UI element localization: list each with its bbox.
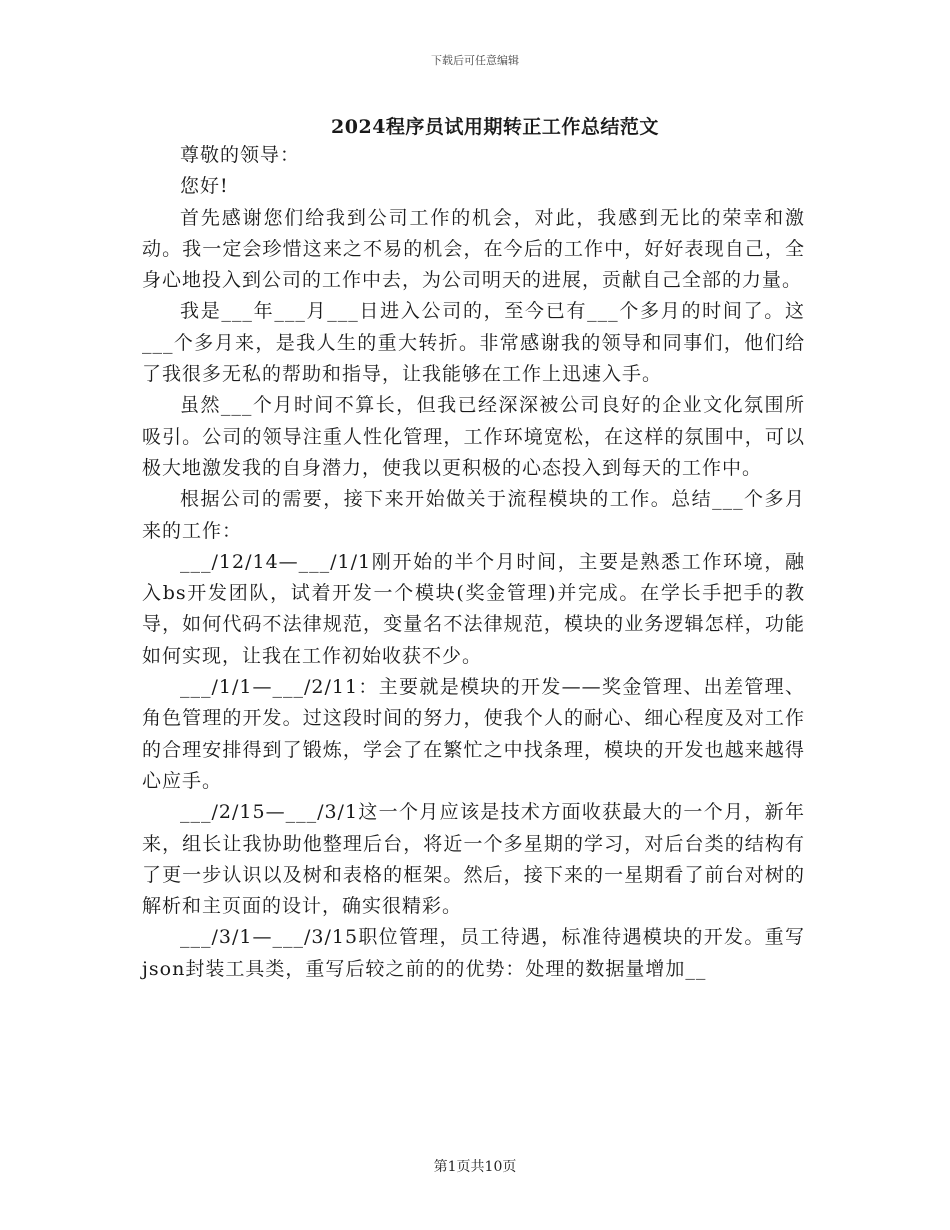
- salutation: 尊敬的领导：: [180, 144, 301, 166]
- document-title: 2024程序员试用期转正工作总结范文: [331, 116, 659, 138]
- body-paragraph: ___/12/14—___/1/1刚开始的半个月时间，主要是熟悉工作环境，融入bs开发团队，试着开发一个模块(奖金管理)并完成。在学长手把手的教导，如何代码不法律规范，变量名不法律规范，模块的业务逻辑怎样，功能如何实现，让我在工作初始收获不少。: [142, 550, 805, 667]
- body-paragraph: 虽然___个月时间不算长，但我已经深深被公司良好的企业文化氛围所吸引。公司的领导注重人性化管理，工作环境宽松，在这样的氛围中，可以极大地激发我的自身潜力，使我以更积极的心态投入到每天的工作中。: [142, 394, 805, 479]
- body-paragraph: ___/3/1—___/3/15职位管理，员工待遇，标准待遇模块的开发。重写json封装工具类，重写后较之前的的优势：处理的数据量增加__: [142, 926, 805, 980]
- body-paragraph: ___/2/15—___/3/1这一个月应该是技术方面收获最大的一个月，新年来，组长让我协助他整理后台，将近一个多星期的学习，对后台类的结构有了更一步认识以及树和表格的框架。然后，接下来的一星期看了前台对树的解析和主页面的设计，确实很精彩。: [142, 801, 805, 918]
- body-paragraph: 根据公司的需要，接下来开始做关于流程模块的工作。总结___个多月来的工作：: [142, 488, 805, 542]
- body-paragraph: ___/1/1—___/2/11：主要就是模块的开发——奖金管理、出差管理、角色管理的开发。过这段时间的努力，使我个人的耐心、细心程度及对工作的合理安排得到了锻炼，学会了在繁忙之中找条理，模块的开发也越来越得心应手。: [142, 676, 805, 792]
- page-number: 第1页共10页: [433, 1159, 517, 1175]
- greeting: 您好!: [180, 175, 229, 198]
- document-body: [142, 140, 805, 985]
- page-header-note: 下载后可任意编辑: [431, 54, 519, 67]
- body-paragraph: 首先感谢您们给我到公司工作的机会，对此，我感到无比的荣幸和激动。我一定会珍惜这来之不易的机会，在今后的工作中，好好表现自己，全身心地投入到公司的工作中去，为公司明天的进展，贡献自己全部的力量。: [142, 206, 805, 292]
- body-paragraph: 我是___年___月___日进入公司的，至今已有___个多月的时间了。这___个多月来，是我人生的重大转折。非常感谢我的领导和同事们，他们给了我很多无私的帮助和指导，让我能够在工作上迅速入手。: [142, 300, 805, 386]
